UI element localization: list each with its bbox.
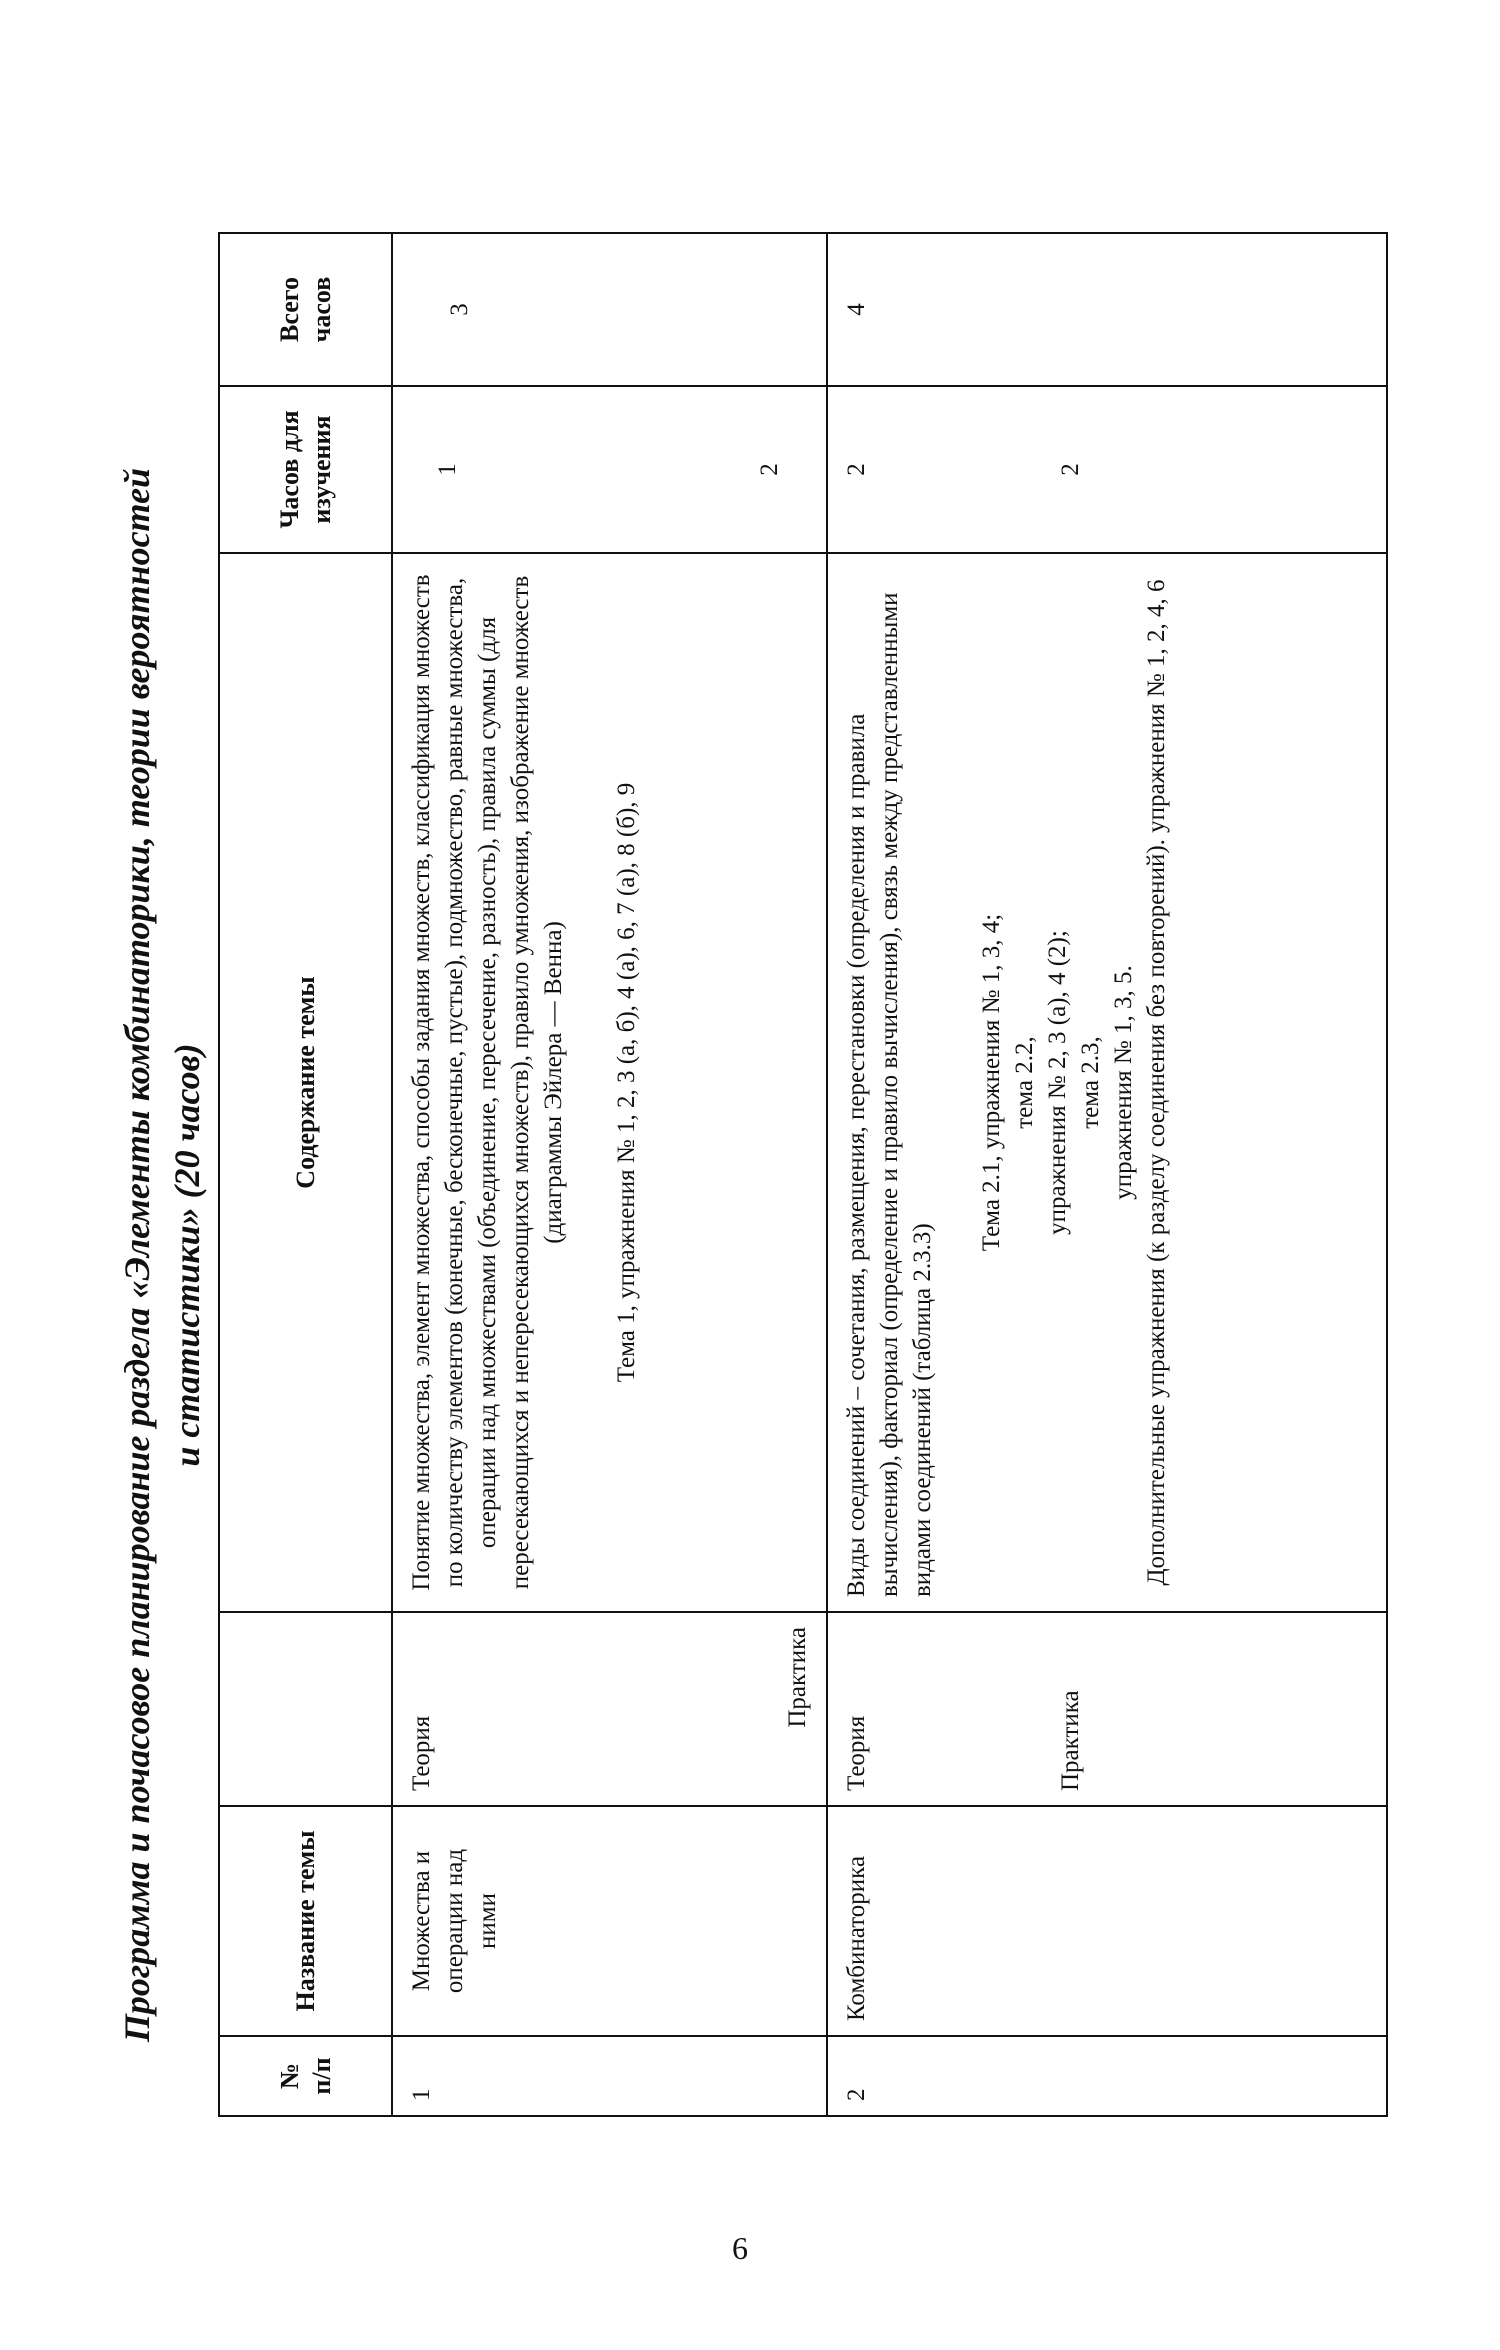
hours-practice: 2 <box>1057 463 1084 476</box>
course-plan-table <box>218 232 1388 2117</box>
title-line-2: и статистики» (20 часов) <box>167 1043 207 1467</box>
content-practice-line: тема 2.3, <box>1077 1036 1104 1129</box>
row-topic-name: Множества и операции над ними <box>392 1806 827 2036</box>
table-row <box>827 233 1387 2116</box>
row-content <box>827 553 1387 1612</box>
content-practice-line: Дополнительные упражнения (к разделу соединения без повторений). упражнения № 1, 2, 4, 6 <box>1143 579 1170 1586</box>
header-total: Всего часов <box>219 233 392 386</box>
header-type <box>219 1612 392 1806</box>
hours-theory: 2 <box>843 463 870 476</box>
title-line-1: Программа и почасовое планирование раздела «Элементы комбинаторики, теории вероятностей <box>117 467 157 2043</box>
hours-practice: 2 <box>756 463 783 476</box>
hours-theory: 1 <box>434 463 461 476</box>
type-theory: Теория <box>408 1715 435 1791</box>
type-practice: Практика <box>1057 1690 1084 1791</box>
content-theory: Виды соединений – сочетания, размещения, перестановки (определения и правила вычисления), факториал (определение и правило вычисления), связь между представленными видами соединений (таблица 2.3.3) <box>843 592 936 1597</box>
page-number: 6 <box>732 2230 748 2266</box>
content-practice-line: упражнения № 2, 3 (а), 4 (2); <box>1044 930 1071 1235</box>
header-hours: Часов для изучения <box>219 386 392 553</box>
type-practice: Практика <box>784 1627 811 1728</box>
row-type <box>392 1612 827 1806</box>
content-theory: Понятие множества, элемент множества, способы задания множеств, классификация множеств по количеству элементов (конечные, бесконечные, пустые), подмножество, равные множества, операции над множествами (объединение, пересечение, разность), правила суммы (для пересекающихся и непересекающихся множеств), правило умножения, изображение множеств (диаграммы Эйлера — Венна) <box>408 574 567 1591</box>
row-hours <box>827 386 1387 553</box>
content-practice: Тема 1, упражнения № 1, 2, 3 (а, б), 4 (а), 6, 7 (а), 8 (б), 9 <box>613 782 640 1383</box>
content-practice-line: упражнения № 1, 3, 5. <box>1110 965 1137 1200</box>
table-row <box>392 233 827 2116</box>
row-hours <box>392 386 827 553</box>
content-practice-line: тема 2.2, <box>1011 1036 1038 1129</box>
row-total: 3 <box>392 233 827 386</box>
header-num: № п/п <box>219 2036 392 2116</box>
table-header-row <box>219 233 392 2116</box>
header-name: Название темы <box>219 1806 392 2036</box>
row-total: 4 <box>827 233 1387 386</box>
row-num: 1 <box>392 2036 827 2116</box>
document-title <box>112 360 212 2150</box>
row-num: 2 <box>827 2036 1387 2116</box>
row-topic-name: Комбинаторика <box>827 1806 1387 2036</box>
content-practice-line: Тема 2.1, упражнения № 1, 3, 4; <box>978 913 1005 1252</box>
row-content <box>392 553 827 1612</box>
header-content: Содержание темы <box>219 553 392 1612</box>
type-theory: Теория <box>843 1715 870 1791</box>
row-type <box>827 1612 1387 1806</box>
